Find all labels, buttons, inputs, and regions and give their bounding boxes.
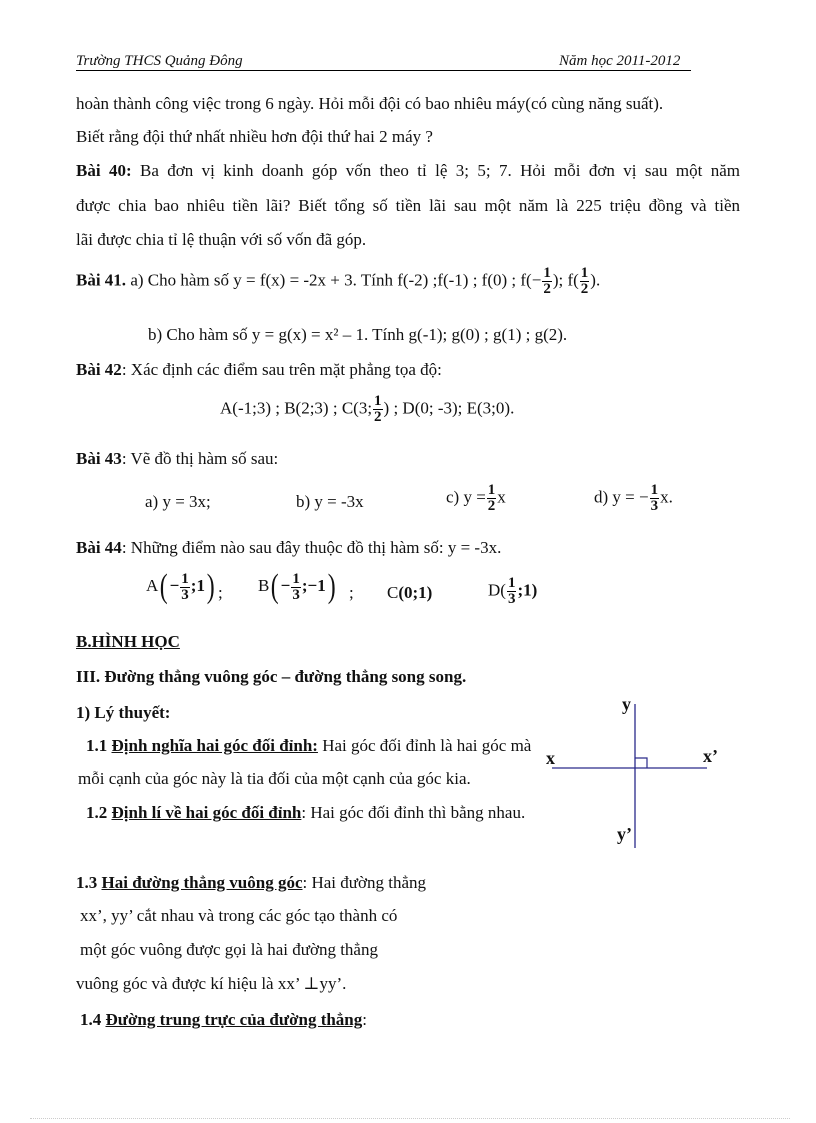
fraction: $\frac{1}{3}$ <box>650 482 659 514</box>
label-y-prime: y’ <box>617 824 632 844</box>
theory-heading: 1) Lý thuyết: <box>76 703 171 722</box>
text-line: Ba đơn vị kinh doanh góp vốn theo tỉ lệ 3; 5; 7. Hỏi mỗi đơn vị sau một năm <box>140 161 740 180</box>
function-a: a) y = 3x; <box>145 492 211 511</box>
text-line: lãi được chia tỉ lệ thuận với số vốn đã góp. <box>76 230 367 249</box>
definition-title: Định nghĩa hai góc đối đỉnh: <box>111 736 318 755</box>
exercise-43 <box>76 449 278 469</box>
exercise-label: Bài 44 <box>76 538 122 557</box>
text-line: xx’, yy’ cắt nhau và trong các góc tạo thành có <box>80 906 398 925</box>
label-y: y <box>622 694 631 714</box>
text-line: : Vẽ đồ thị hàm số sau: <box>121 449 279 468</box>
fraction: $\frac{1}{2}$ <box>580 265 589 297</box>
label-x: x <box>546 748 555 768</box>
definition-title: Định lí về hai góc đối đỉnh <box>111 803 302 822</box>
definition-1-1: 1.1 Định nghĩa hai góc đối đỉnh: Hai góc đối đỉnh là hai góc mà <box>86 736 532 755</box>
point-B: B(− $\frac{1}{3}$ ;−1) <box>258 568 336 605</box>
function-d: d) y = − $\frac{1}{3}$ x. <box>594 482 673 514</box>
exercise-44 <box>76 538 501 558</box>
fraction: $\frac{1}{2}$ <box>487 482 496 514</box>
section-geometry: B.HÌNH HỌC <box>76 632 180 651</box>
header-year: Năm học 2011-2012 <box>559 53 681 69</box>
definition-title: Đường trung trực của đường thẳng <box>105 1010 363 1029</box>
text-line: : Những điểm nào sau đây thuộc đồ thị hàm số: y = -3x. <box>121 538 502 557</box>
exercise-41b: b) Cho hàm số y = g(x) = x² – 1. Tính g(-1); g(0) ; g(1) ; g(2). <box>148 325 568 344</box>
right-angle-mark <box>635 758 647 768</box>
exercise-label: Bài 40: <box>76 161 132 180</box>
text-line: ) ; D(0; -3); E(3;0). <box>383 398 515 418</box>
fraction: $\frac{1}{3}$ <box>292 570 300 603</box>
fraction: $\frac{1}{2}$ <box>543 265 551 297</box>
separator: ; <box>218 583 223 602</box>
label-x-prime: x’ <box>703 746 718 766</box>
fraction: $\frac{1}{2}$ <box>374 393 382 425</box>
fraction: $\frac{1}{3}$ <box>181 570 189 603</box>
page-bottom-rule <box>30 1118 790 1119</box>
point-D: D( $\frac{1}{3}$ ;1) <box>488 575 538 607</box>
text-line: ); f( <box>552 270 579 290</box>
definition-1-4: 1.4 Đường trung trực của đường thẳng: <box>80 1010 367 1029</box>
text-line: ). <box>590 270 601 290</box>
header-rule <box>76 70 691 71</box>
text-line: một góc vuông được gọi là hai đường thẳng <box>80 940 378 959</box>
point-A: A(− $\frac{1}{3}$ ;1) <box>146 568 215 605</box>
header-school: Trường THCS Quảng Đông <box>76 53 243 69</box>
text-line: vuông góc và được kí hiệu là xx’ ⊥yy’. <box>76 974 347 993</box>
perpendicular-figure <box>540 690 760 855</box>
function-b: b) y = -3x <box>296 492 364 511</box>
text-line: A(-1;3) ; B(2;3) ; C(3; <box>220 398 373 418</box>
definition-title: Hai đường thẳng vuông góc <box>101 873 303 892</box>
text-line: mỗi cạnh của góc này là tia đối của một cạnh của góc kia. <box>78 769 471 788</box>
exercise-label: Bài 41. <box>76 270 127 290</box>
separator: ; <box>349 583 354 602</box>
text-line: hoàn thành công việc trong 6 ngày. Hỏi mỗi đội có bao nhiêu máy(có cùng năng suất). <box>76 94 664 113</box>
exercise-42 <box>76 360 442 380</box>
definition-1-3: 1.3 Hai đường thẳng vuông góc: Hai đường thẳng <box>76 873 426 892</box>
text-line: Biết rằng đội thứ nhất nhiều hơn đội thứ hai 2 máy ? <box>76 127 433 146</box>
section-heading: III. Đường thẳng vuông góc – đường thẳng song song. <box>76 667 467 686</box>
exercise-label: Bài 42 <box>76 360 122 379</box>
definition-1-2: 1.2 Định lí về hai góc đối đỉnh: Hai góc đối đỉnh thì bằng nhau. <box>86 803 526 822</box>
text-line: a) Cho hàm số y = f(x) = -2x + 3. Tính f(-2) ;f(-1) ; f(0) ; f(− <box>130 270 542 290</box>
function-c: c) y = $\frac{1}{2}$ x <box>446 482 506 514</box>
points-list <box>220 394 514 425</box>
exercise-label: Bài 43 <box>76 449 122 468</box>
fraction: $\frac{1}{3}$ <box>507 575 516 607</box>
exercise-41a <box>76 266 600 297</box>
point-C: C(0;1) <box>387 583 433 602</box>
text-line: được chia bao nhiêu tiền lãi? Biết tổng số tiền lãi sau một năm là 225 triệu đồng và tiền <box>76 196 740 215</box>
exercise-40 <box>76 161 740 181</box>
text-line: : Xác định các điểm sau trên mặt phẳng tọa độ: <box>121 360 442 379</box>
